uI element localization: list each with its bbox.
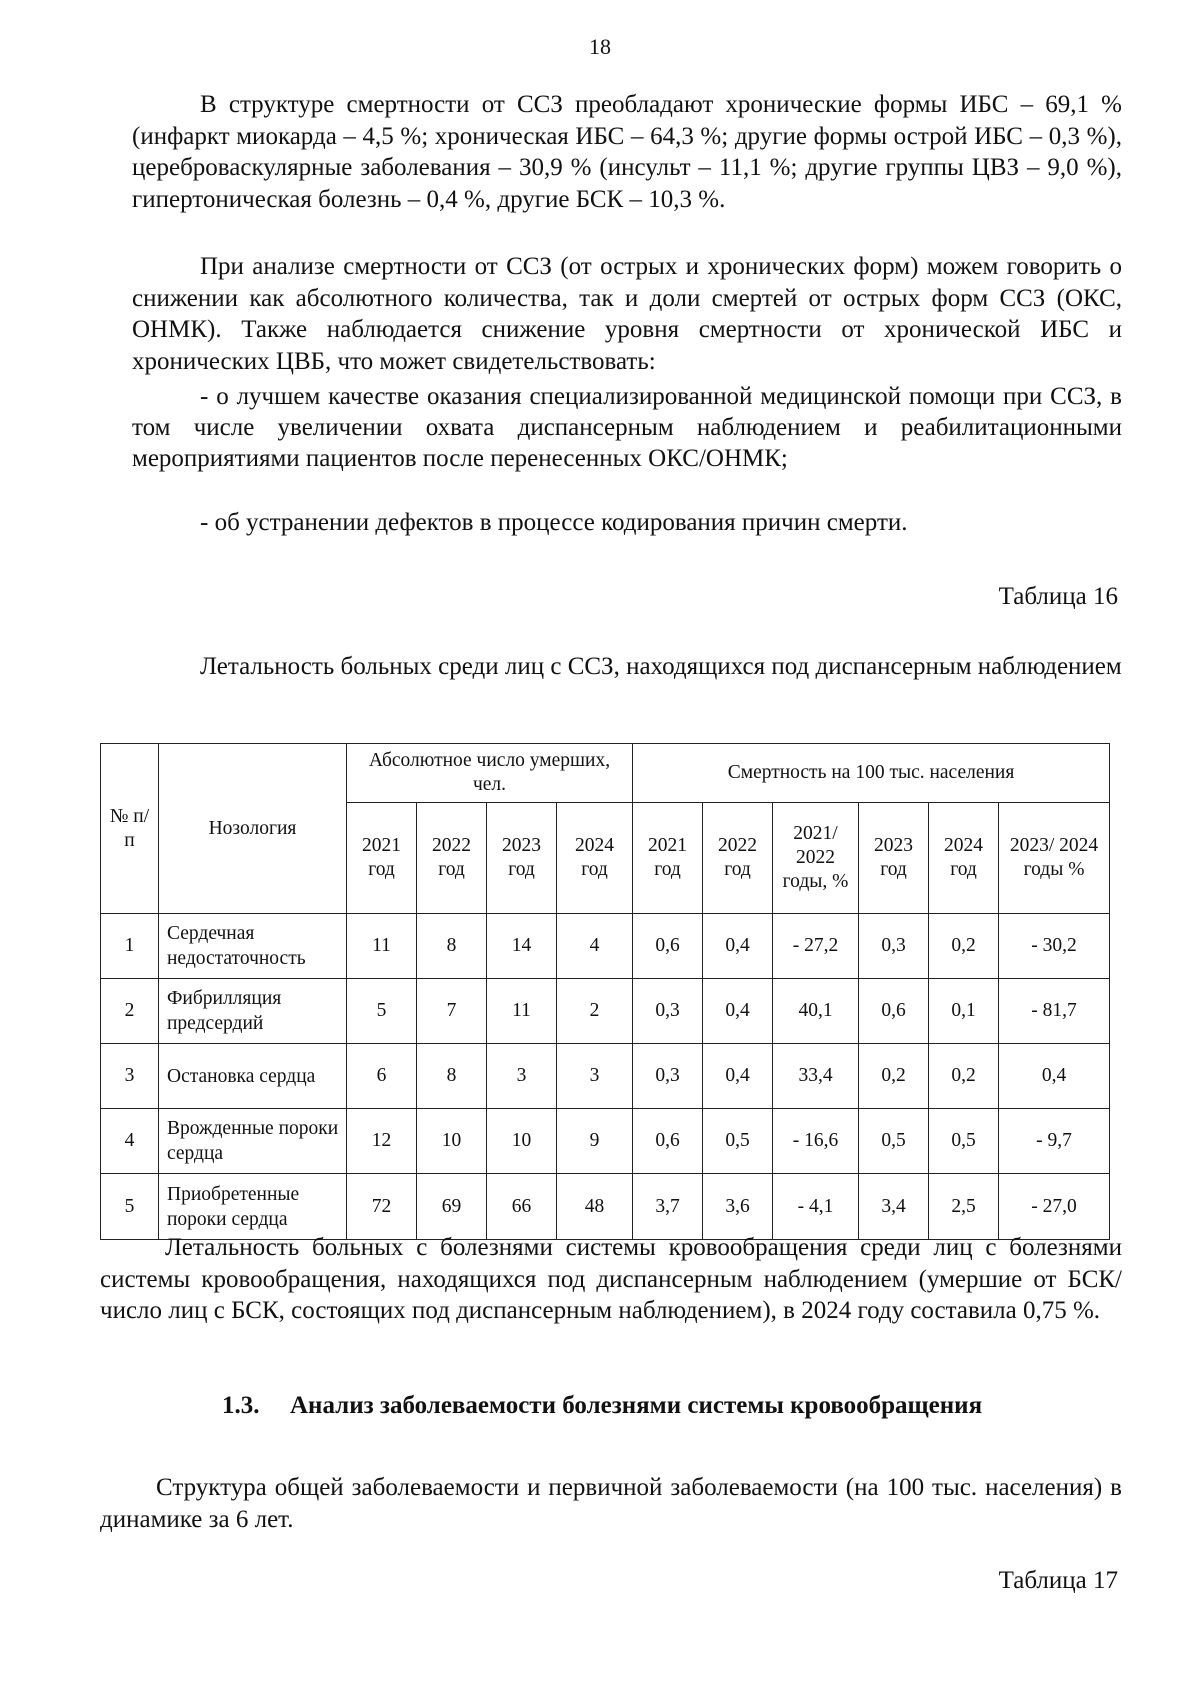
rate-value: - 27,2 bbox=[773, 914, 859, 979]
row-number: 5 bbox=[101, 1174, 159, 1240]
header-abs-year: 2023 год bbox=[487, 803, 557, 914]
rate-value: - 30,2 bbox=[999, 914, 1110, 979]
abs-value: 3 bbox=[557, 1044, 633, 1109]
rate-value: 0,2 bbox=[929, 1044, 999, 1109]
rate-value: 0,3 bbox=[633, 1044, 703, 1109]
rate-value: - 4,1 bbox=[773, 1174, 859, 1240]
abs-value: 5 bbox=[347, 979, 417, 1044]
header-rate-col: 2022 год bbox=[703, 803, 773, 914]
caption-text: Летальность больных среди лиц с ССЗ, находящихся под диспансерным наблюдением bbox=[200, 653, 1122, 680]
row-nozology: Сердечная недостаточность bbox=[159, 914, 347, 979]
rate-value: 0,4 bbox=[999, 1044, 1110, 1109]
rate-value: 0,6 bbox=[633, 914, 703, 979]
header-rate-col: 2021/ 2022 годы, % bbox=[773, 803, 859, 914]
abs-value: 8 bbox=[417, 1044, 487, 1109]
abs-value: 4 bbox=[557, 914, 633, 979]
section-number: 1.3. bbox=[222, 1392, 260, 1419]
abs-value: 6 bbox=[347, 1044, 417, 1109]
abs-value: 11 bbox=[347, 914, 417, 979]
row-nozology: Врожденные пороки сердца bbox=[159, 1109, 347, 1174]
row-nozology: Остановка сердца bbox=[159, 1044, 347, 1109]
header-nozology: Нозология bbox=[159, 744, 347, 914]
table-row bbox=[101, 1174, 1110, 1240]
paragraph-text: При анализе смертности от ССЗ (от острых и хронических форм) можем говорить о снижении как абсолютного количества, так и доли смертей от острых форм ССЗ (ОКС, ОНМК). Также наблюдается снижение уровня смертности от хронической ИБС и хронических ЦВБ, что может свидетельствовать: bbox=[132, 253, 1122, 375]
abs-value: 72 bbox=[347, 1174, 417, 1240]
abs-value: 69 bbox=[417, 1174, 487, 1240]
rate-value: 3,4 bbox=[859, 1174, 929, 1240]
table-row bbox=[101, 1044, 1110, 1109]
abs-value: 11 bbox=[487, 979, 557, 1044]
table-16 bbox=[100, 743, 1110, 1240]
rate-value: - 9,7 bbox=[999, 1109, 1110, 1174]
table-row bbox=[101, 1109, 1110, 1174]
abs-value: 7 bbox=[417, 979, 487, 1044]
rate-value: 3,6 bbox=[703, 1174, 773, 1240]
section-title: Анализ заболеваемости болезнями системы кровообращения bbox=[290, 1392, 983, 1419]
page-number: 18 bbox=[589, 34, 611, 59]
abs-value: 2 bbox=[557, 979, 633, 1044]
row-nozology: Фибрилляция предсердий bbox=[159, 979, 347, 1044]
header-abs-year: 2022 год bbox=[417, 803, 487, 914]
header-abs-year: 2021 год bbox=[347, 803, 417, 914]
header-rate-col: 2021 год bbox=[633, 803, 703, 914]
paragraph-text: Структура общей заболеваемости и первичной заболеваемости (на 100 тыс. населения) в динамике за 6 лет. bbox=[100, 1474, 1122, 1533]
rate-value: 0,4 bbox=[703, 1044, 773, 1109]
abs-value: 66 bbox=[487, 1174, 557, 1240]
abs-value: 10 bbox=[417, 1109, 487, 1174]
row-number: 3 bbox=[101, 1044, 159, 1109]
rate-value: - 81,7 bbox=[999, 979, 1110, 1044]
row-number: 1 bbox=[101, 914, 159, 979]
header-abs-year: 2024 год bbox=[557, 803, 633, 914]
paragraph-mortality-analysis bbox=[132, 251, 1122, 377]
rate-value: 0,5 bbox=[859, 1109, 929, 1174]
abs-value: 48 bbox=[557, 1174, 633, 1240]
paragraph-text: Летальность больных с болезнями системы кровообращения среди лиц с болезнями системы кровообращения, находящихся под диспансерным наблюдением (умершие от БСК/число лиц с БСК, состоящих под диспансерным наблюдением), в 2024 году составила 0,75 %. bbox=[100, 1234, 1122, 1324]
list-item-care-quality bbox=[132, 381, 1122, 474]
list-item-text: - об устранении дефектов в процессе кодирования причин смерти. bbox=[200, 509, 908, 536]
header-mortality-rate: Смертность на 100 тыс. населения bbox=[633, 744, 1110, 803]
section-heading bbox=[222, 1392, 982, 1420]
rate-value: 0,4 bbox=[703, 979, 773, 1044]
abs-value: 8 bbox=[417, 914, 487, 979]
rate-value: 0,4 bbox=[703, 914, 773, 979]
rate-value: 0,5 bbox=[929, 1109, 999, 1174]
abs-value: 3 bbox=[487, 1044, 557, 1109]
header-rate-col: 2023 год bbox=[859, 803, 929, 914]
table-row bbox=[101, 914, 1110, 979]
table-16-caption bbox=[132, 651, 1122, 682]
rate-value: 40,1 bbox=[773, 979, 859, 1044]
paragraph-lethality bbox=[100, 1232, 1122, 1327]
table-16-label: Таблица 16 bbox=[998, 583, 1118, 610]
header-rate-col: 2024 год bbox=[929, 803, 999, 914]
header-rate-col: 2023/ 2024 годы % bbox=[999, 803, 1110, 914]
abs-value: 10 bbox=[487, 1109, 557, 1174]
rate-value: - 16,6 bbox=[773, 1109, 859, 1174]
abs-value: 9 bbox=[557, 1109, 633, 1174]
rate-value: 3,7 bbox=[633, 1174, 703, 1240]
paragraph-mortality-structure bbox=[132, 89, 1122, 215]
rate-value: 2,5 bbox=[929, 1174, 999, 1240]
paragraph-morbidity-structure bbox=[100, 1472, 1122, 1535]
header-num: № п/п bbox=[101, 744, 159, 914]
rate-value: 0,5 bbox=[703, 1109, 773, 1174]
rate-value: 0,6 bbox=[859, 979, 929, 1044]
rate-value: 0,2 bbox=[859, 1044, 929, 1109]
row-number: 2 bbox=[101, 979, 159, 1044]
rate-value: 0,3 bbox=[859, 914, 929, 979]
list-item-text: - о лучшем качестве оказания специализированной медицинской помощи при ССЗ, в том числе увеличении охвата диспансерным наблюдением и реабилитационными мероприятиями пациентов после перенесенных ОКС/ОНМК; bbox=[132, 383, 1122, 472]
rate-value: - 27,0 bbox=[999, 1174, 1110, 1240]
table-17-label: Таблица 17 bbox=[998, 1567, 1118, 1594]
rate-value: 0,3 bbox=[633, 979, 703, 1044]
rate-value: 0,6 bbox=[633, 1109, 703, 1174]
paragraph-text: В структуре смертности от ССЗ преобладают хронические формы ИБС – 69,1 % (инфаркт миокарда – 4,5 %; хроническая ИБС – 64,3 %; другие формы острой ИБС – 0,3 %), цереброваскулярные заболевания – 30,9 % (инсульт – 11,1 %; другие группы ЦВЗ – 9,0 %), гипертоническая болезнь – 0,4 %, другие БСК – 10,3 %. bbox=[132, 91, 1122, 213]
abs-value: 12 bbox=[347, 1109, 417, 1174]
list-item-coding-defects bbox=[132, 507, 1122, 538]
abs-value: 14 bbox=[487, 914, 557, 979]
table-row bbox=[101, 979, 1110, 1044]
row-nozology: Приобретенные пороки сердца bbox=[159, 1174, 347, 1240]
rate-value: 0,1 bbox=[929, 979, 999, 1044]
row-number: 4 bbox=[101, 1109, 159, 1174]
rate-value: 0,2 bbox=[929, 914, 999, 979]
rate-value: 33,4 bbox=[773, 1044, 859, 1109]
header-absolute-deaths: Абсолютное число умерших, чел. bbox=[347, 744, 633, 803]
